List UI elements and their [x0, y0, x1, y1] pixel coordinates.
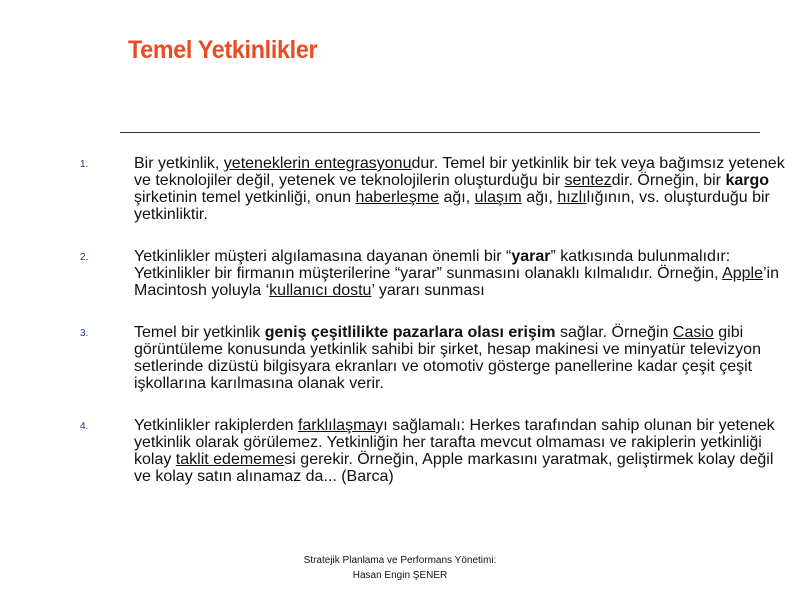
underlined-term: taklit edememe — [175, 451, 285, 468]
list-number: 1. — [80, 159, 89, 170]
text-segment: sağlar. Örneğin — [555, 324, 673, 341]
text-segment: ağı, — [521, 189, 558, 206]
text-segment: ” katkısında bulunmalıdır: Yetkinlikler bir firmanın müşterilerine “yarar” sunmasını olanaklı kılmalıdır. Örneğin, — [134, 248, 731, 282]
text-segment: lığının, vs. oluşturduğu bir yetkinliktir. — [134, 189, 770, 223]
list-item-text — [134, 248, 792, 299]
text-segment: Yetkinlikler müşteri algılamasına dayanan önemli bir “ — [134, 248, 512, 265]
list-item-2 — [80, 248, 792, 299]
list-item-text — [134, 155, 792, 223]
underlined-term: hızlı — [557, 189, 587, 206]
list-item-1 — [80, 155, 792, 223]
text-segment: dir. Örneğin, bir — [611, 172, 726, 189]
text-segment: ’in Macintosh yoluyla ‘ — [134, 265, 780, 299]
footer-course-title: Stratejik Planlama ve Performans Yönetimi: — [303, 555, 497, 566]
list-item-text — [134, 417, 792, 485]
text-segment: Bir yetkinlik, — [134, 155, 224, 172]
underlined-term: haberleşme — [355, 189, 440, 206]
bold-term: kargo — [725, 172, 770, 189]
text-segment: yı sağlamalı: Herkes tarafından sahip olunan bir yetenek yetkinlik olarak görülemez. Yetkinliğin her tarafta mevcut olmaması ve rakiplerin yetkinliği kolay — [134, 417, 775, 468]
text-segment: ağı, — [439, 189, 475, 206]
underlined-term: Apple — [722, 265, 763, 282]
underlined-term: farklılaşma — [297, 417, 376, 434]
underlined-term: yeteneklerin entegrasyonu — [223, 155, 412, 172]
list-number: 4. — [80, 421, 89, 432]
list-item-3 — [80, 324, 792, 392]
bold-term: geniş çeşitlilikte pazarlara olası erişim — [264, 324, 556, 341]
underlined-term: kullanıcı dostu — [269, 282, 372, 299]
underlined-term: Casio — [672, 324, 714, 341]
numbered-list — [80, 155, 792, 485]
list-item-4 — [80, 417, 792, 485]
text-segment: dur. Temel bir yetkinlik bir tek veya bağımsız yetenek ve teknolojiler değil, yetenek ve teknolojilerin oluşturduğu bir — [134, 155, 785, 189]
list-number: 2. — [80, 252, 89, 263]
text-segment: Temel bir yetkinlik — [134, 324, 265, 341]
text-segment: si gerekir. Örneğin, Apple markasını yaratmak, geliştirmek kolay değil ve kolay satın alınamaz da... (Barca) — [134, 451, 774, 485]
text-segment: şirketinin temel yetkinliği, onun — [134, 189, 356, 206]
text-segment: Yetkinlikler rakiplerden — [134, 417, 298, 434]
list-number: 3. — [80, 328, 89, 339]
underlined-term: sentez — [564, 172, 612, 189]
slide-title: Temel Yetkinlikler — [128, 36, 318, 64]
underlined-term: ulaşım — [474, 189, 522, 206]
title-divider — [120, 132, 760, 133]
text-segment: ’ yararı sunması — [371, 282, 485, 299]
footer-author: Hasan Engin ŞENER — [352, 570, 448, 581]
list-item-text — [134, 324, 792, 392]
bold-term: yarar — [511, 248, 551, 265]
text-segment: gibi görüntüleme konusunda yetkinlik sahibi bir şirket, hesap makinesi ve minyatür televizyon setlerinde dizüstü bilgisyara ekranları ve otomotiv gösterge panellerine kadar çeşit çeşit işkollarına karılmasına olanak verir. — [134, 324, 761, 392]
